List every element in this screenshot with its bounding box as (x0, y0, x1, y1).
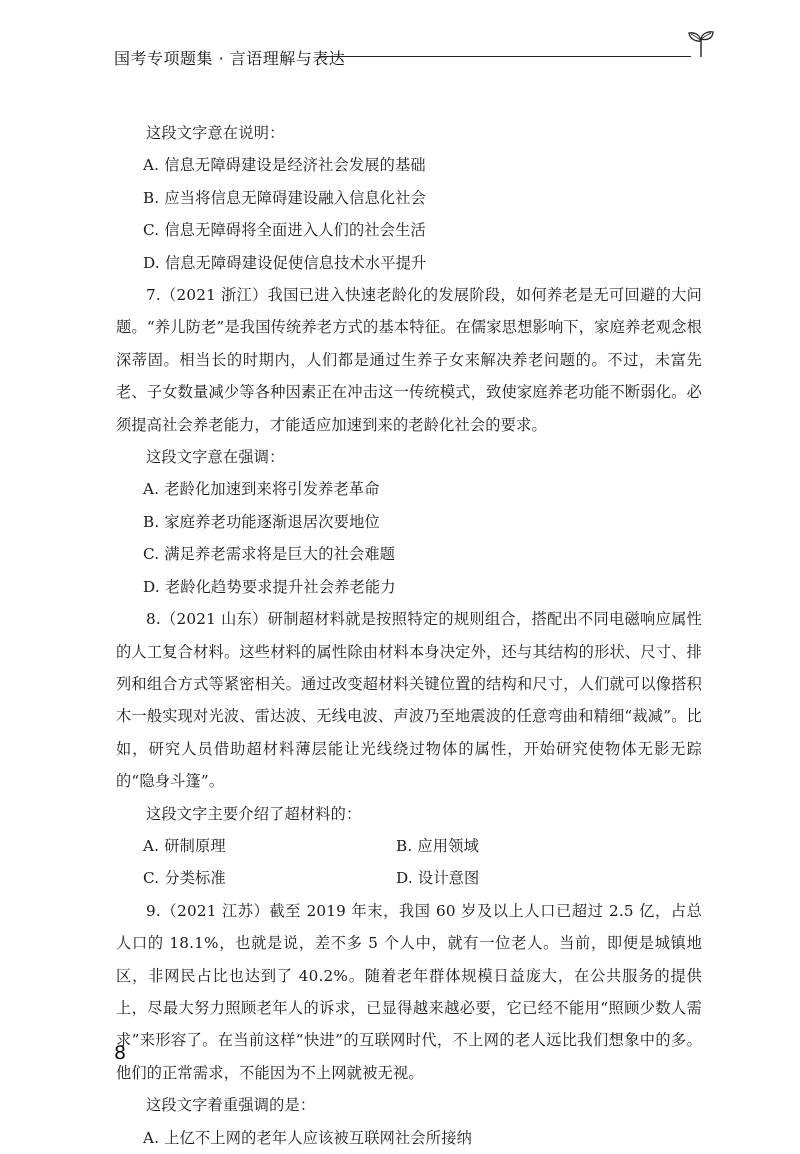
running-header (114, 44, 714, 74)
q6-option-b: B. 应当将信息无障碍建设融入信息化社会 (143, 188, 427, 207)
q6-option-c: C. 信息无障碍将全面进入人们的社会生活 (143, 221, 426, 240)
q9-option-a: A. 上亿不上网的老年人应该被互联网社会所接纳 (143, 1128, 472, 1147)
q6-option-a: A. 信息无障碍建设是经济社会发展的基础 (143, 156, 426, 175)
q8-option-d: D. 设计意图 (396, 869, 480, 888)
q8-option-c: C. 分类标准 (143, 869, 226, 888)
sprout-icon (686, 30, 716, 58)
q8-option-a: A. 研制原理 (143, 836, 226, 855)
q8-options-row-1 (116, 830, 702, 862)
page-content (116, 117, 702, 1154)
header-rule (319, 56, 691, 57)
q9-stem: 这段文字着重强调的是： (146, 1096, 316, 1115)
q8-passage: 8.（2021 山东）研制超材料就是按照特定的规则组合，搭配出不同电磁响应属性的人工复合材料。这些材料的属性除由材料本身决定外，还与其结构的形状、尺寸、排列和组合方式等紧密相关。通过改变超材料关键位置的结构和尺寸，人们就可以像搭积木一般实现对光波、雷达波、无线电波、声波乃至地震波的任意弯曲和精细“裁减”。比如，研究人员借助超材料薄层能让光线绕过物体的属性，开始研究使物体无影无踪的“隐身斗篷”。 (116, 610, 702, 791)
header-title: 国考专项题集 · 言语理解与表达 (114, 49, 346, 68)
q6-option-d: D. 信息无障碍建设促使信息技术水平提升 (143, 253, 427, 272)
q7-option-c: C. 满足养老需求将是巨大的社会难题 (143, 545, 396, 564)
q7-stem: 这段文字意在强调： (146, 448, 285, 467)
q6-stem: 这段文字意在说明： (146, 124, 285, 142)
q7-option-d: D. 老龄化趋势要求提升社会养老能力 (143, 577, 396, 596)
page-number: 8 (114, 1042, 127, 1064)
q8-options-row-2 (116, 862, 702, 894)
q7-option-b: B. 家庭养老功能逐渐退居次要地位 (143, 512, 380, 531)
q7-option-a: A. 老龄化加速到来将引发养老革命 (143, 480, 380, 499)
q8-option-b: B. 应用领域 (396, 836, 479, 855)
q9-passage: 9.（2021 江苏）截至 2019 年末，我国 60 岁及以上人口已超过 2.5 亿，占总人口的 18.1%，也就是说，差不多 5 个人中，就有一位老人。当前，即便是城镇地区，非网民占比也达到了 40.2%。随着老年群体规模日益庞大，在公共服务的提供上，尽最大努力照顾老年人的诉求，已显得越来越必要，它已经不能用“照顾少数人需求”来形容了。在当前这样“快进”的互联网时代，不上网的老人远比我们想象中的多。他们的正常需求，不能因为不上网就被无视。 (116, 901, 702, 1082)
q7-passage: 7.（2021 浙江）我国已进入快速老龄化的发展阶段，如何养老是无可回避的大问题。“养儿防老”是我国传统养老方式的基本特征。在儒家思想影响下，家庭养老观念根深蒂固。相当长的时期内，人们都是通过生养子女来解决养老问题的。不过，未富先老、子女数量减少等各种因素正在冲击这一传统模式，致使家庭养老功能不断弱化。必须提高社会养老能力，才能适应加速到来的老龄化社会的要求。 (116, 286, 702, 434)
q8-stem: 这段文字主要介绍了超材料的： (146, 804, 362, 823)
